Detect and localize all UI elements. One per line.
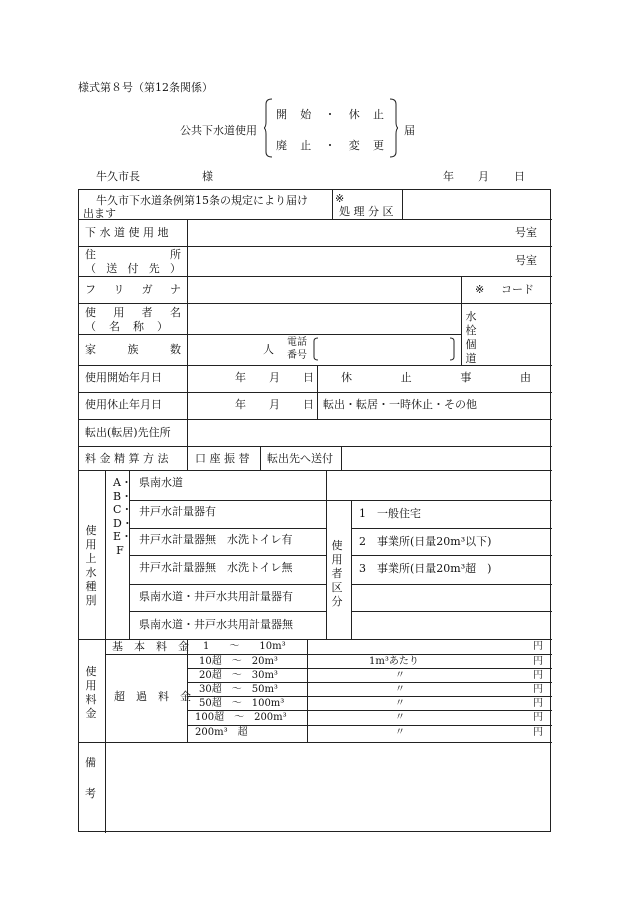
stop-day: 日 [303, 398, 314, 411]
family-label: 家 族 数 [85, 343, 181, 356]
user-type-3: 3 事業所(日量20m³超 ) [359, 562, 492, 575]
ditto-2: 〃 [395, 670, 405, 681]
water-type-f: 県南水道・井戸水共用計量器無 [139, 618, 293, 631]
water-type-b: 井戸水計量器有 [139, 505, 216, 518]
water-type-d: 井戸水計量器無 水洗トイレ無 [139, 561, 293, 574]
range-2: 20超 〜 30m³ [199, 670, 278, 681]
proc-label: 処 理 分 区 [339, 205, 394, 218]
yen-3: 円 [533, 684, 543, 695]
yen-2: 円 [533, 670, 543, 681]
unit-note: 1m³あたり [369, 656, 419, 667]
intro-line2: 出ます [83, 207, 116, 220]
remarks-label-2: 考 [85, 787, 96, 800]
payment-option-forward: 転出先へ送付 [267, 452, 333, 465]
remarks-field[interactable] [109, 746, 545, 830]
remarks-label-1: 備 [85, 756, 96, 769]
opt-hai: 廃 [276, 139, 287, 152]
stop-month: 月 [269, 398, 280, 411]
range-6: 200m³ 超 [195, 727, 248, 738]
water-plug-label: 水栓個道 [465, 310, 477, 365]
form-number: 様式第８号（第12条関係） [78, 81, 213, 94]
bracket-right-icon [388, 98, 398, 158]
code-label: コード [501, 283, 534, 296]
water-type-a: 県南水道 [139, 476, 183, 489]
code-mark: ※ [475, 283, 485, 296]
tel-bracket-left-icon [313, 337, 319, 361]
yen-1: 円 [533, 656, 543, 667]
yen-4: 円 [533, 698, 543, 709]
opt-hen: 変 [348, 139, 360, 152]
bracket-left-icon [264, 98, 274, 158]
opt-shi3: 止 [300, 139, 312, 152]
room-label-2: 号室 [515, 254, 537, 267]
reason-options: 転出・転居・一時休止・その他 [323, 398, 477, 411]
range-0: 1 〜 10m³ [203, 641, 286, 652]
ditto-3: 〃 [395, 684, 405, 695]
opt-kai: 開 [276, 108, 287, 121]
reason-label: 休 止 事 由 [341, 371, 531, 384]
form-table [78, 189, 551, 832]
payment-option-account: 口 座 振 替 [195, 452, 250, 465]
tel-bracket-right-icon [449, 337, 455, 361]
honorific: 様 [202, 170, 213, 183]
location-label: 下 水 道 使 用 地 [85, 226, 169, 239]
yen-0: 円 [533, 641, 543, 652]
ditto-4: 〃 [395, 698, 405, 709]
fee-label: 使用料金 [85, 665, 97, 720]
start-year: 年 [235, 371, 246, 384]
date-year: 年 [443, 170, 454, 183]
ditto-5: 〃 [395, 712, 405, 723]
user-name-sub-label: （ 名 称 ） [85, 320, 168, 333]
yen-6: 円 [533, 727, 543, 738]
user-type-label: 使用者区分 [331, 539, 343, 608]
opt-shi: 始 [300, 108, 312, 121]
range-5: 100超 〜 200m³ [195, 712, 287, 723]
start-day: 日 [303, 371, 314, 384]
payment-method-label: 料 金 精 算 方 法 [85, 452, 169, 465]
ditto-6: 〃 [395, 727, 405, 738]
proc-mark: ※ [335, 192, 345, 205]
stop-date-label: 使用休止年月日 [85, 398, 162, 411]
water-type-letters: A・B・C・D・E・F [113, 476, 133, 557]
date-month: 月 [478, 170, 489, 183]
yen-5: 円 [533, 712, 543, 723]
person-unit: 人 [263, 343, 274, 356]
over-fee-label: 超 過 料 金 [114, 690, 191, 703]
start-month: 月 [269, 371, 280, 384]
address-sub-label: （ 送 付 先 ） [85, 262, 181, 275]
user-type-1: 1 一般住宅 [359, 507, 421, 520]
room-label-1: 号室 [515, 226, 537, 239]
range-1: 10超 〜 20m³ [199, 656, 278, 667]
water-type-c: 井戸水計量器無 水洗トイレ有 [139, 533, 293, 546]
title-options-row1 [276, 106, 384, 122]
start-date-label: 使用開始年月日 [85, 371, 162, 384]
opt-shi2: 止 [373, 108, 384, 121]
date-day: 日 [514, 170, 525, 183]
address-label: 住 所 [85, 248, 181, 261]
user-name-label: 使 用 者 名 [85, 306, 181, 319]
base-fee-label: 基 本 料 金 [112, 640, 189, 653]
opt-dot2: ・ [324, 139, 336, 152]
opt-dot: ・ [324, 108, 336, 121]
user-type-2: 2 事業所(日量20m³以下) [359, 535, 492, 548]
title-suffix: 届 [404, 124, 415, 137]
opt-kyu: 休 [348, 108, 360, 121]
title-options-row2 [276, 137, 384, 153]
forward-address-label: 転出(転居)先住所 [85, 426, 171, 439]
opt-kou: 更 [373, 139, 384, 152]
water-type-label: 使用上水種別 [85, 524, 97, 607]
title-prefix: 公共下水道使用 [180, 124, 257, 137]
intro-line1: 牛久市下水道条例第15条の規定により届け [96, 194, 308, 207]
tel-label-1: 電話 [287, 337, 307, 348]
furigana-label: フ リ ガ ナ [85, 283, 181, 296]
stop-year: 年 [235, 398, 246, 411]
tel-label-2: 番号 [287, 350, 307, 361]
water-type-e: 県南水道・井戸水共用計量器有 [139, 590, 293, 603]
range-3: 30超 〜 50m³ [199, 684, 278, 695]
addressee: 牛久市長 [96, 170, 140, 183]
range-4: 50超 〜 100m³ [199, 698, 285, 709]
